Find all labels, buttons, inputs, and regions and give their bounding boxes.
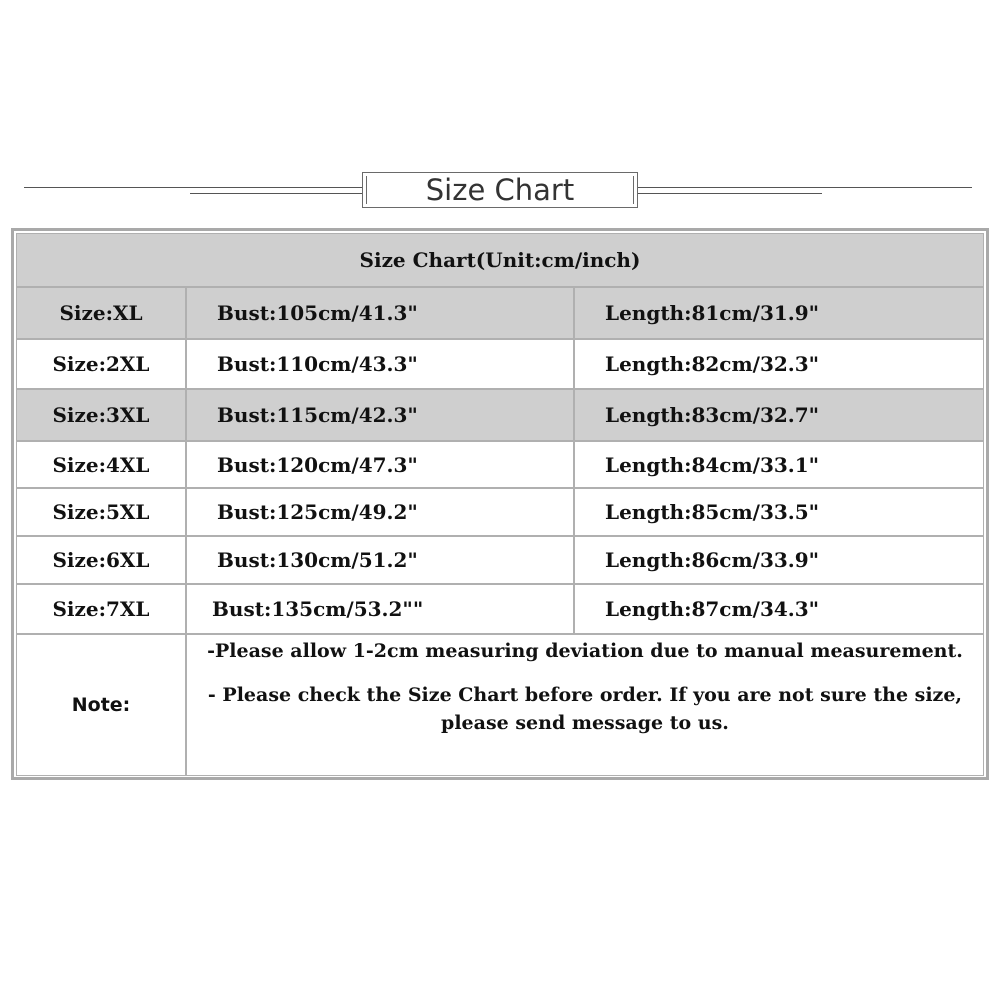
- bust-cell: Bust:130cm/51.2": [186, 536, 574, 584]
- size-chart-table: [11, 228, 989, 780]
- size-cell: Size:2XL: [16, 339, 186, 389]
- size-cell: Size:6XL: [16, 536, 186, 584]
- bust-cell: Bust:115cm/42.3": [186, 389, 574, 441]
- size-cell: Size:7XL: [16, 584, 186, 634]
- length-cell: Length:85cm/33.5": [574, 488, 984, 536]
- length-cell: Length:81cm/31.9": [574, 287, 984, 339]
- table-header: Size Chart(Unit:cm/inch): [16, 233, 984, 287]
- size-cell: Size:5XL: [16, 488, 186, 536]
- note-line-2: - Please check the Size Chart before order. If you are not sure the size,: [207, 684, 963, 706]
- length-cell: Length:86cm/33.9": [574, 536, 984, 584]
- bust-cell: Bust:110cm/43.3": [186, 339, 574, 389]
- note-content: [186, 634, 984, 776]
- size-cell: Size:3XL: [16, 389, 186, 441]
- size-cell: Size:4XL: [16, 441, 186, 488]
- note-line-3: please send message to us.: [441, 712, 729, 734]
- note-label: Note:: [16, 634, 186, 776]
- length-cell: Length:87cm/34.3": [574, 584, 984, 634]
- banner-title: Size Chart: [362, 172, 638, 208]
- length-cell: Length:84cm/33.1": [574, 441, 984, 488]
- bust-cell: Bust:125cm/49.2": [186, 488, 574, 536]
- length-cell: Length:83cm/32.7": [574, 389, 984, 441]
- bust-cell: Bust:105cm/41.3": [186, 287, 574, 339]
- bust-cell: Bust:120cm/47.3": [186, 441, 574, 488]
- length-cell: Length:82cm/32.3": [574, 339, 984, 389]
- size-cell: Size:XL: [16, 287, 186, 339]
- bust-cell: Bust:135cm/53.2"": [186, 584, 574, 634]
- note-line-1: -Please allow 1-2cm measuring deviation due to manual measurement.: [207, 640, 963, 662]
